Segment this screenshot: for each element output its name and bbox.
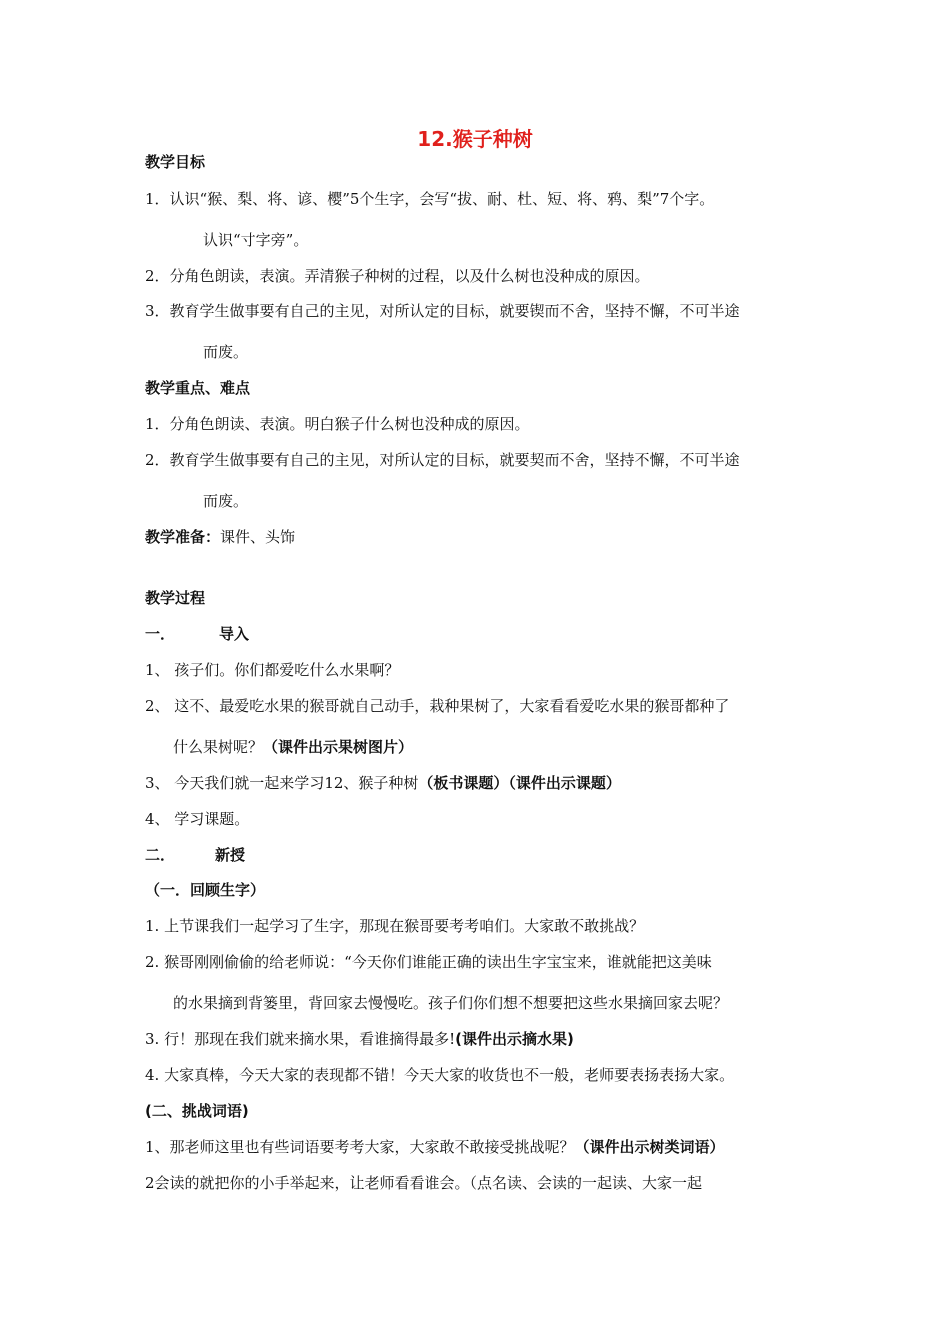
objectives-heading: 教学目标 — [145, 153, 206, 171]
subsection-1-item-3 — [145, 1029, 574, 1049]
subsection-1-item-1: 1. 上节课我们一起学习了生字，那现在猴哥要考考咱们。大家敢不敢挑战？ — [145, 917, 645, 935]
process-heading: 教学过程 — [145, 589, 206, 607]
section-1-item-2: 2、 这不、最爱吃水果的猴哥就自己动手，栽种果树了，大家看看爱吃水果的猴哥都种了 — [145, 697, 730, 715]
objective-item-1-cont: 认识“寸字旁”。 — [203, 231, 309, 249]
subsection-1-item-3-note: (课件出示摘水果) — [455, 1030, 574, 1048]
section-2-heading — [145, 845, 245, 865]
subsection-1-item-3-text: 3. 行！那现在我们就来摘水果，看谁摘得最多! — [145, 1030, 456, 1048]
section-1-item-3 — [145, 773, 621, 793]
key-point-item-1: 1．分角色朗读、表演。明白猴子什么树也没种成的原因。 — [145, 415, 530, 433]
subsection-1-heading: （一．回顾生字） — [145, 881, 266, 899]
preparation-line — [145, 527, 295, 547]
subsection-2-heading: (二、挑战词语) — [145, 1102, 249, 1120]
preparation-value: 课件、头饰 — [220, 528, 296, 546]
section-1-heading — [145, 624, 249, 644]
subsection-2-item-1 — [145, 1137, 725, 1157]
section-1-item-2-note: （课件出示果树图片） — [263, 738, 414, 756]
preparation-label: 教学准备： — [145, 528, 221, 546]
objective-item-3: 3．教育学生做事要有自己的主见，对所认定的目标，就要锲而不舍，坚持不懈，不可半途 — [145, 302, 740, 320]
section-1-item-3-note-2: （课件出示课题） — [508, 774, 621, 792]
subsection-2-item-2: 2会读的就把你的小手举起来，让老师看看谁会。（点名读、会读的一起读、大家一起 — [145, 1174, 703, 1192]
section-1-item-3-note-1: （板书课题） — [418, 774, 509, 792]
objective-item-2: 2．分角色朗读，表演。弄清猴子种树的过程，以及什么树也没种成的原因。 — [145, 267, 650, 285]
subsection-2-item-1-text: 1、那老师这里也有些词语要考考大家，大家敢不敢接受挑战呢？ — [145, 1138, 575, 1156]
section-1-title: 导入 — [219, 625, 250, 643]
objective-item-1: 1．认识“猴、梨、将、谚、樱”5个生字，会写“拔、耐、杜、短、将、鸦、梨”7个字。 — [145, 190, 715, 208]
section-2-number: 二． — [145, 846, 176, 864]
section-1-item-4: 4、 学习课题。 — [145, 810, 250, 828]
subsection-1-item-4: 4. 大家真棒，今天大家的表现都不错！今天大家的收货也不一般，老师要表扬表扬大家。 — [145, 1066, 735, 1084]
section-1-item-2-cont — [173, 737, 413, 757]
section-1-item-2-text: 什么果树呢？ — [173, 738, 264, 756]
section-1-number: 一． — [145, 625, 176, 643]
key-points-heading: 教学重点、难点 — [145, 379, 251, 397]
section-1-item-1: 1、 孩子们。你们都爱吃什么水果啊？ — [145, 661, 400, 679]
document-title: 12.猴子种树 — [417, 127, 533, 151]
subsection-1-item-2: 2. 猴哥刚刚偷偷的给老师说：“今天你们谁能正确的读出生字宝宝来，谁就能把这美味 — [145, 953, 712, 971]
objective-item-3-cont: 而废。 — [203, 343, 249, 361]
key-point-item-2: 2．教育学生做事要有自己的主见，对所认定的目标，就要契而不舍，坚持不懈，不可半途 — [145, 451, 740, 469]
subsection-2-item-1-note: （课件出示树类词语） — [574, 1138, 725, 1156]
key-point-item-2-cont: 而废。 — [203, 492, 249, 510]
section-2-title: 新授 — [215, 846, 246, 864]
subsection-1-item-2-cont: 的水果摘到背篓里，背回家去慢慢吃。孩子们你们想不想要把这些水果摘回家去呢？ — [173, 994, 729, 1012]
section-1-item-3-text: 3、 今天我们就一起来学习12、猴子种树 — [145, 774, 419, 792]
